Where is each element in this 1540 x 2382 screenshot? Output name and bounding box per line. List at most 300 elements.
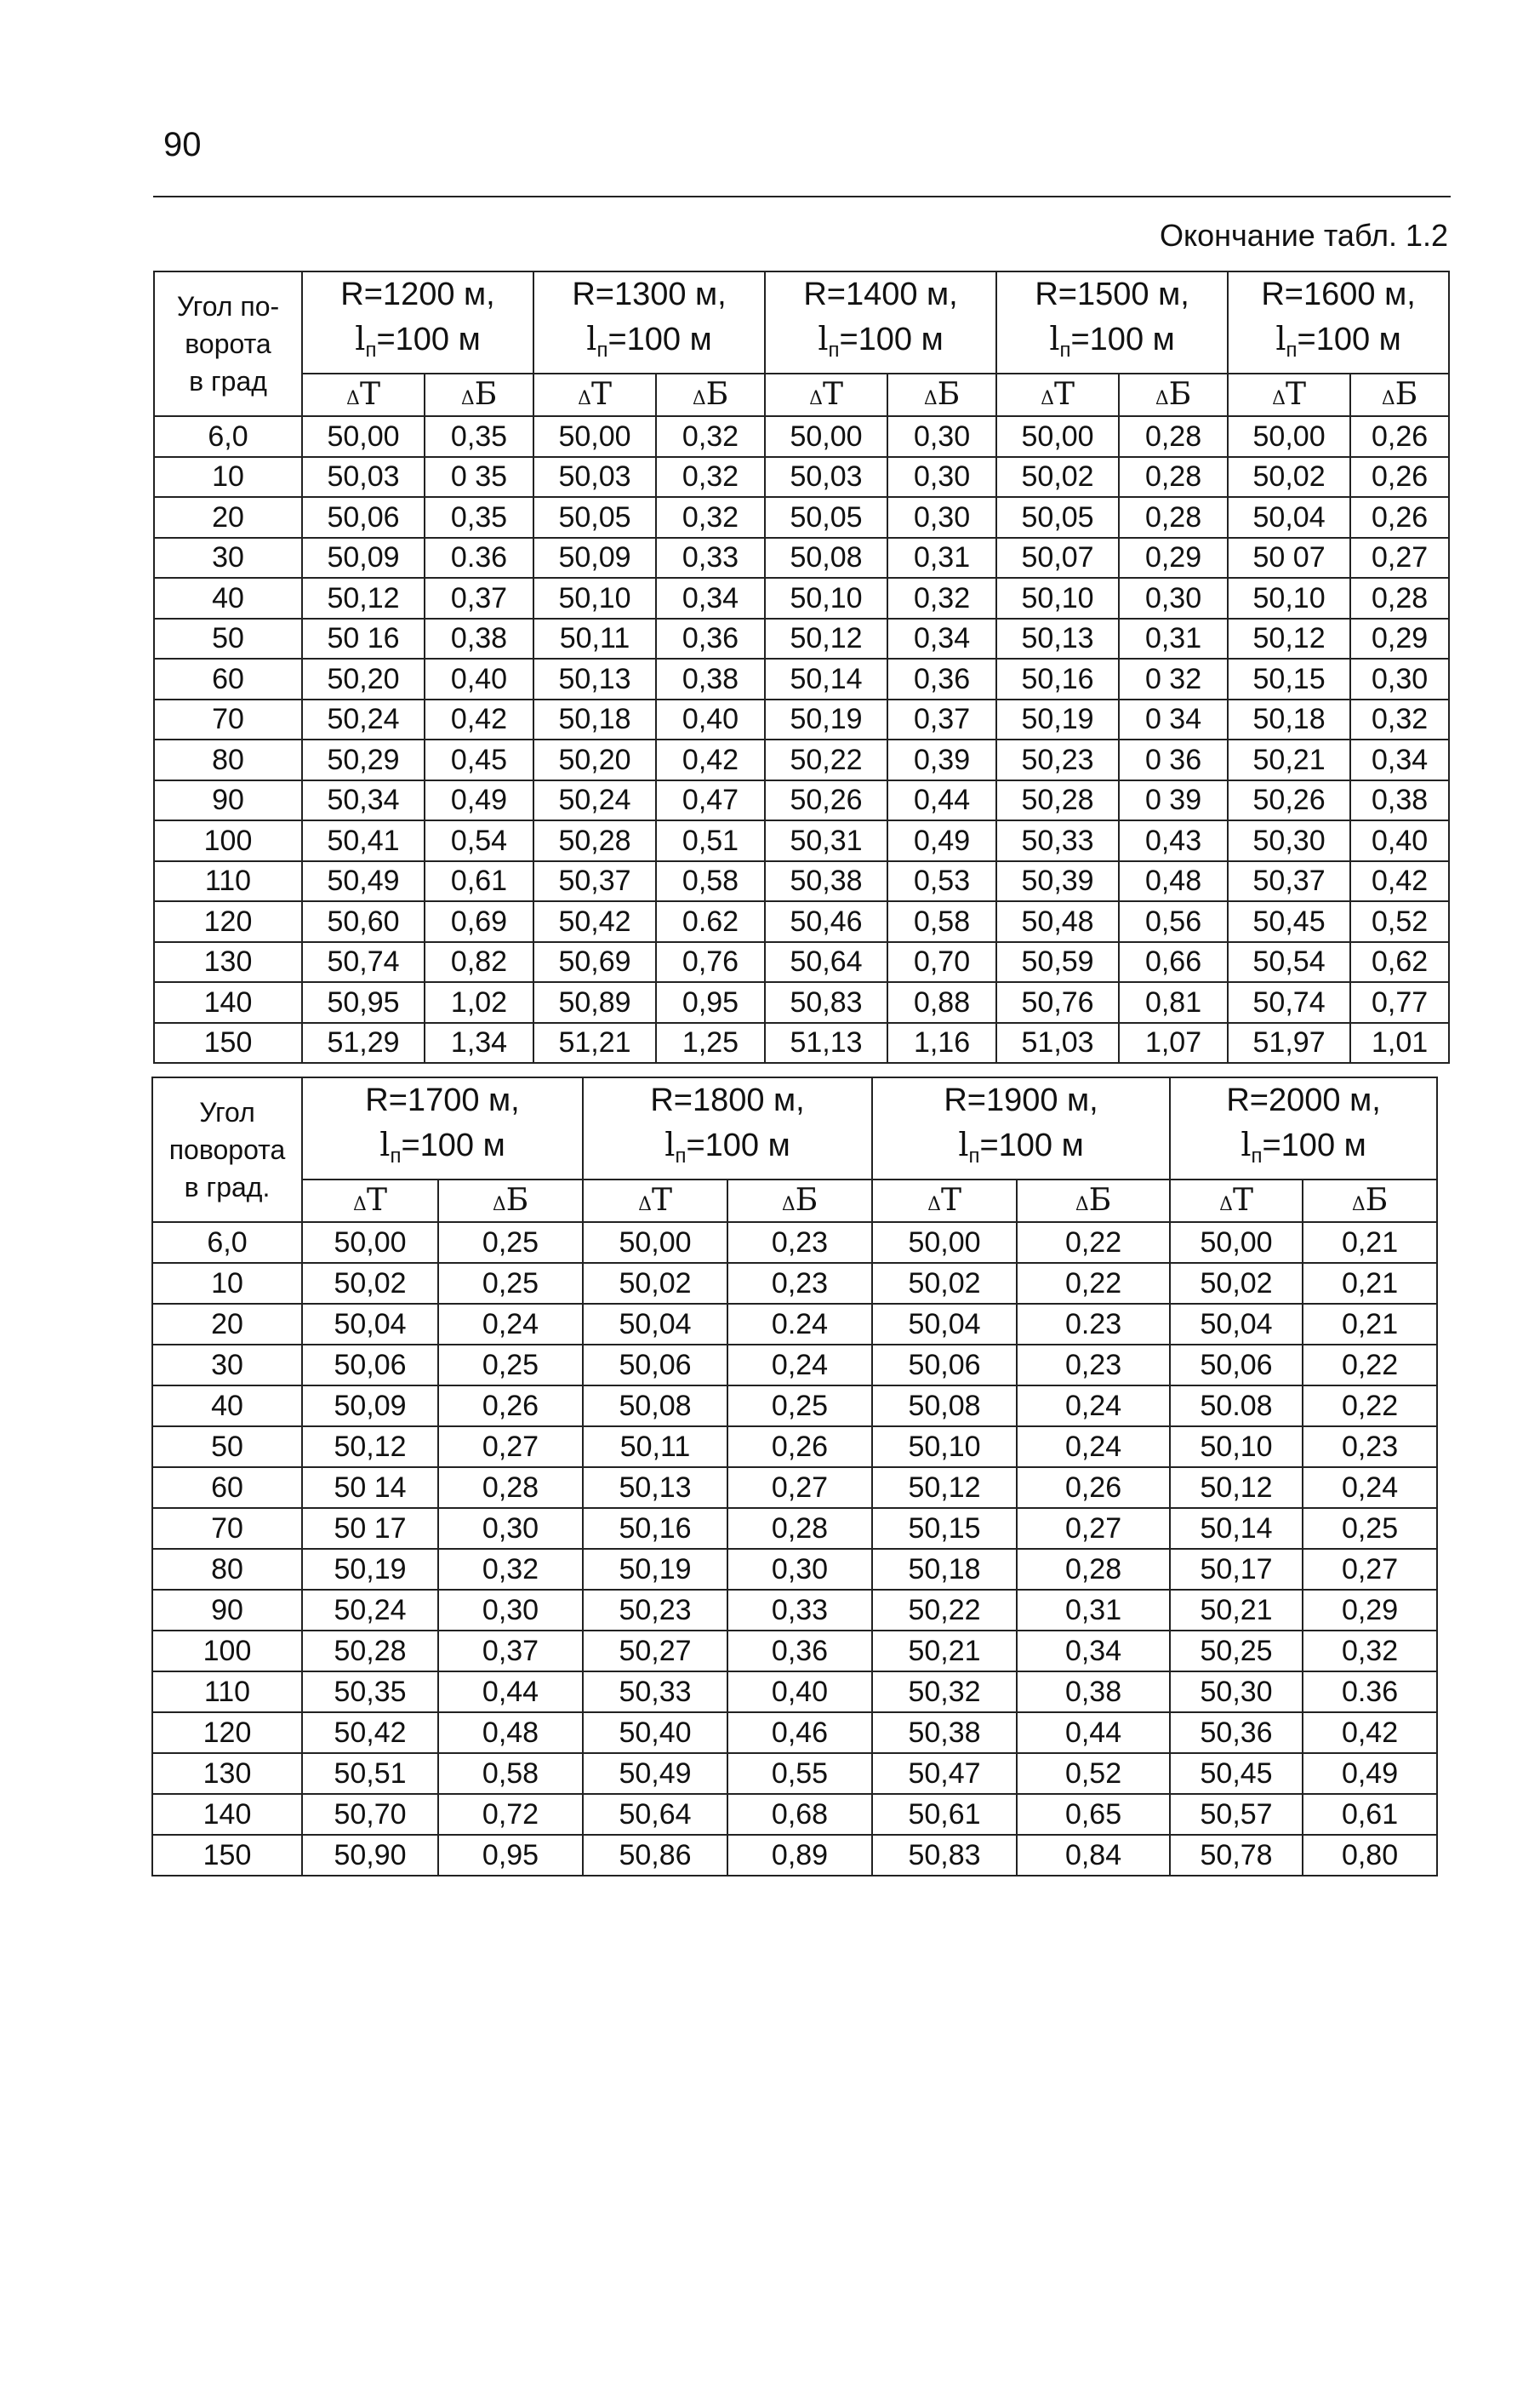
delta-b-cell: 0,69 xyxy=(425,901,533,942)
delta-b-header: ΔБ xyxy=(887,374,996,416)
delta-b-cell: 0.36 xyxy=(1303,1671,1437,1712)
table-row xyxy=(152,1549,1437,1590)
delta-b-cell: 0,51 xyxy=(656,820,765,861)
angle-cell: 40 xyxy=(152,1385,302,1426)
delta-b-cell: 0.23 xyxy=(1017,1304,1170,1345)
delta-b-cell: 0,88 xyxy=(887,982,996,1023)
delta-t-cell: 50,10 xyxy=(1228,578,1350,619)
delta-b-header: ΔБ xyxy=(1017,1180,1170,1222)
delta-t-cell: 50,02 xyxy=(302,1263,438,1304)
delta-b-cell: 0,52 xyxy=(1350,901,1449,942)
delta-b-cell: 0,49 xyxy=(1303,1753,1437,1794)
delta-t-cell: 50.08 xyxy=(1170,1385,1303,1426)
delta-t-cell: 50,17 xyxy=(1170,1549,1303,1590)
delta-t-cell: 50,00 xyxy=(765,416,887,457)
radius-header xyxy=(583,1077,872,1180)
angle-header-line: в град. xyxy=(184,1172,271,1202)
angle-cell: 120 xyxy=(152,1712,302,1753)
radius-value: R=1200 м, xyxy=(340,277,495,312)
table-row xyxy=(154,700,1449,740)
table-caption: Окончание табл. 1.2 xyxy=(1159,218,1448,253)
delta-t-cell: 50,16 xyxy=(583,1508,727,1549)
delta-t-cell: 50,11 xyxy=(583,1426,727,1467)
delta-b-cell: 0,23 xyxy=(727,1222,872,1263)
delta-t-cell: 50,74 xyxy=(1228,982,1350,1023)
delta-b-cell: 0,56 xyxy=(1119,901,1228,942)
transition-length: $l_п=100$ м xyxy=(1049,320,1175,362)
delta-t-cell: 50,19 xyxy=(302,1549,438,1590)
delta-t-cell: 50,18 xyxy=(1228,700,1350,740)
delta-b-cell: 0 39 xyxy=(1119,780,1228,821)
delta-t-cell: 50,20 xyxy=(533,740,656,780)
delta-b-cell: 0,22 xyxy=(1303,1385,1437,1426)
delta-b-cell: 0,29 xyxy=(1119,538,1228,579)
table-row xyxy=(154,942,1449,983)
delta-t-cell: 50,60 xyxy=(302,901,425,942)
transition-length: $l_п=100$ м xyxy=(664,1126,790,1168)
delta-b-cell: 0,48 xyxy=(1119,861,1228,902)
delta-t-cell: 51,97 xyxy=(1228,1023,1350,1064)
delta-b-cell: 0,39 xyxy=(887,740,996,780)
delta-b-cell: 0,32 xyxy=(438,1549,583,1590)
delta-b-cell: 0,29 xyxy=(1303,1590,1437,1631)
delta-b-cell: 0,61 xyxy=(425,861,533,902)
radius-header xyxy=(1170,1077,1437,1180)
delta-b-cell: 0,81 xyxy=(1119,982,1228,1023)
delta-b-cell: 0,23 xyxy=(1303,1426,1437,1467)
table-row xyxy=(154,982,1449,1023)
delta-t-cell: 50,37 xyxy=(533,861,656,902)
delta-t-header: ΔT xyxy=(765,374,887,416)
delta-t-cell: 50,23 xyxy=(583,1590,727,1631)
delta-t-cell: 50,10 xyxy=(996,578,1119,619)
delta-t-cell: 50,21 xyxy=(1228,740,1350,780)
delta-b-cell: 0,40 xyxy=(656,700,765,740)
angle-header xyxy=(154,271,302,416)
delta-t-cell: 50,00 xyxy=(583,1222,727,1263)
delta-b-cell: 0,28 xyxy=(438,1467,583,1508)
delta-b-cell: 0,22 xyxy=(1017,1263,1170,1304)
radius-value: R=1300 м, xyxy=(572,277,727,312)
angle-cell: 50 xyxy=(154,619,302,660)
table-row xyxy=(152,1835,1437,1876)
delta-t-cell: 50,13 xyxy=(996,619,1119,660)
delta-t-cell: 50,11 xyxy=(533,619,656,660)
delta-t-cell: 50,12 xyxy=(1228,619,1350,660)
delta-t-cell: 50,06 xyxy=(872,1345,1017,1385)
delta-t-cell: 50,04 xyxy=(583,1304,727,1345)
delta-b-cell: 0,40 xyxy=(727,1671,872,1712)
angle-cell: 40 xyxy=(154,578,302,619)
delta-t-cell: 50,61 xyxy=(872,1794,1017,1835)
angle-cell: 60 xyxy=(152,1467,302,1508)
delta-b-cell: 0,30 xyxy=(887,416,996,457)
delta-t-cell: 50,20 xyxy=(302,659,425,700)
delta-t-cell: 50,21 xyxy=(872,1631,1017,1671)
delta-t-cell: 50,08 xyxy=(583,1385,727,1426)
transition-length: $l_п=100$ м xyxy=(1241,1126,1366,1168)
delta-t-cell: 50,04 xyxy=(872,1304,1017,1345)
delta-t-cell: 50,32 xyxy=(872,1671,1017,1712)
delta-t-cell: 50,24 xyxy=(302,700,425,740)
delta-t-cell: 50 14 xyxy=(302,1467,438,1508)
angle-header-line: ворота xyxy=(185,328,271,359)
delta-b-cell: 0,65 xyxy=(1017,1794,1170,1835)
table-row xyxy=(154,497,1449,538)
delta-t-cell: 50,09 xyxy=(302,538,425,579)
delta-t-cell: 50,54 xyxy=(1228,942,1350,983)
delta-t-cell: 50,59 xyxy=(996,942,1119,983)
delta-t-cell: 50,12 xyxy=(302,578,425,619)
delta-b-cell: 0,70 xyxy=(887,942,996,983)
delta-t-cell: 50,74 xyxy=(302,942,425,983)
delta-t-cell: 50,03 xyxy=(765,457,887,498)
header-rule xyxy=(153,196,1451,197)
delta-t-cell: 50,23 xyxy=(996,740,1119,780)
delta-b-cell: 0,42 xyxy=(425,700,533,740)
delta-t-cell: 50,36 xyxy=(1170,1712,1303,1753)
delta-t-cell: 51,21 xyxy=(533,1023,656,1064)
delta-t-cell: 50,12 xyxy=(302,1426,438,1467)
delta-b-cell: 0,28 xyxy=(727,1508,872,1549)
delta-b-header: ΔБ xyxy=(1303,1180,1437,1222)
delta-b-cell: 0,27 xyxy=(1017,1508,1170,1549)
angle-cell: 110 xyxy=(152,1671,302,1712)
delta-b-cell: 0,44 xyxy=(1017,1712,1170,1753)
delta-b-cell: 0,30 xyxy=(887,497,996,538)
delta-b-cell: 0,33 xyxy=(656,538,765,579)
delta-t-cell: 50,46 xyxy=(765,901,887,942)
delta-t-cell: 50,12 xyxy=(1170,1467,1303,1508)
transition-length: $l_п=100$ м xyxy=(958,1126,1084,1168)
table-row xyxy=(154,538,1449,579)
delta-b-cell: 0,62 xyxy=(1350,942,1449,983)
delta-b-cell: 0,38 xyxy=(1017,1671,1170,1712)
delta-t-cell: 50,09 xyxy=(302,1385,438,1426)
delta-t-cell: 50,07 xyxy=(996,538,1119,579)
transition-length: $l_п=100$ м xyxy=(586,320,712,362)
delta-b-cell: 0 36 xyxy=(1119,740,1228,780)
delta-b-cell: 0,46 xyxy=(727,1712,872,1753)
delta-t-cell: 50,86 xyxy=(583,1835,727,1876)
delta-b-cell: 0 35 xyxy=(425,457,533,498)
delta-b-cell: 0,28 xyxy=(1119,497,1228,538)
table-row xyxy=(154,416,1449,457)
delta-t-cell: 50,02 xyxy=(1228,457,1350,498)
delta-t-cell: 50,89 xyxy=(533,982,656,1023)
delta-b-cell: 0,25 xyxy=(438,1263,583,1304)
delta-t-cell: 50,05 xyxy=(996,497,1119,538)
delta-t-cell: 51,13 xyxy=(765,1023,887,1064)
delta-t-cell: 50,18 xyxy=(533,700,656,740)
delta-t-cell: 50,15 xyxy=(872,1508,1017,1549)
angle-cell: 90 xyxy=(152,1590,302,1631)
angle-cell: 10 xyxy=(152,1263,302,1304)
delta-t-header: ΔT xyxy=(533,374,656,416)
delta-t-cell: 50,22 xyxy=(872,1590,1017,1631)
delta-b-cell: 0,33 xyxy=(727,1590,872,1631)
delta-b-cell: 0,26 xyxy=(438,1385,583,1426)
delta-t-cell: 50,40 xyxy=(583,1712,727,1753)
table-2-body xyxy=(152,1222,1437,1876)
delta-t-cell: 50,00 xyxy=(302,416,425,457)
delta-b-cell: 1,25 xyxy=(656,1023,765,1064)
angle-header-line: Угол по- xyxy=(176,291,280,322)
delta-b-cell: 0,22 xyxy=(1303,1345,1437,1385)
angle-cell: 140 xyxy=(152,1794,302,1835)
delta-t-cell: 50,02 xyxy=(996,457,1119,498)
delta-b-cell: 0,36 xyxy=(656,619,765,660)
delta-b-cell: 0,27 xyxy=(1303,1549,1437,1590)
delta-t-cell: 50,24 xyxy=(533,780,656,821)
table-row xyxy=(152,1753,1437,1794)
table-row xyxy=(154,861,1449,902)
angle-cell: 6,0 xyxy=(154,416,302,457)
angle-cell: 60 xyxy=(154,659,302,700)
radius-header xyxy=(533,271,765,374)
delta-b-cell: 0,25 xyxy=(727,1385,872,1426)
radius-header xyxy=(302,271,533,374)
delta-t-cell: 50,76 xyxy=(996,982,1119,1023)
delta-b-cell: 0,26 xyxy=(727,1426,872,1467)
delta-t-cell: 50,47 xyxy=(872,1753,1017,1794)
delta-t-cell: 51,29 xyxy=(302,1023,425,1064)
delta-b-cell: 0,24 xyxy=(1017,1385,1170,1426)
delta-b-cell: 0,61 xyxy=(1303,1794,1437,1835)
delta-b-cell: 0,58 xyxy=(656,861,765,902)
delta-t-cell: 50,06 xyxy=(302,1345,438,1385)
delta-t-header: ΔT xyxy=(996,374,1119,416)
delta-b-header: ΔБ xyxy=(1119,374,1228,416)
delta-b-cell: 0,25 xyxy=(1303,1508,1437,1549)
delta-b-cell: 0,40 xyxy=(425,659,533,700)
delta-t-cell: 50,42 xyxy=(302,1712,438,1753)
delta-b-cell: 0,34 xyxy=(887,619,996,660)
delta-b-cell: 0,48 xyxy=(438,1712,583,1753)
table-row xyxy=(152,1590,1437,1631)
delta-t-cell: 50,00 xyxy=(872,1222,1017,1263)
delta-t-cell: 50,95 xyxy=(302,982,425,1023)
delta-t-cell: 50,51 xyxy=(302,1753,438,1794)
delta-t-cell: 50,06 xyxy=(583,1345,727,1385)
delta-t-cell: 50,14 xyxy=(1170,1508,1303,1549)
delta-t-cell: 50,13 xyxy=(583,1467,727,1508)
delta-b-cell: 0,34 xyxy=(1350,740,1449,780)
delta-t-cell: 50,41 xyxy=(302,820,425,861)
angle-cell: 30 xyxy=(152,1345,302,1385)
delta-t-cell: 50,57 xyxy=(1170,1794,1303,1835)
table-1-header xyxy=(154,271,1449,416)
delta-b-cell: 0,49 xyxy=(887,820,996,861)
delta-b-cell: 0,44 xyxy=(887,780,996,821)
angle-cell: 140 xyxy=(154,982,302,1023)
delta-t-header: ΔT xyxy=(1228,374,1350,416)
delta-t-cell: 50,21 xyxy=(1170,1590,1303,1631)
delta-b-cell: 0,36 xyxy=(887,659,996,700)
radius-header xyxy=(1228,271,1449,374)
delta-b-cell: 0.36 xyxy=(425,538,533,579)
delta-b-cell: 0,31 xyxy=(1017,1590,1170,1631)
delta-t-cell: 50,49 xyxy=(302,861,425,902)
delta-b-cell: 0,95 xyxy=(656,982,765,1023)
delta-b-cell: 0,58 xyxy=(887,901,996,942)
delta-t-cell: 50,64 xyxy=(765,942,887,983)
delta-b-cell: 0,27 xyxy=(1350,538,1449,579)
delta-b-cell: 0,49 xyxy=(425,780,533,821)
delta-b-header: ΔБ xyxy=(425,374,533,416)
delta-b-cell: 0,29 xyxy=(1350,619,1449,660)
table-row xyxy=(152,1426,1437,1467)
delta-b-header: ΔБ xyxy=(656,374,765,416)
delta-b-cell: 0,38 xyxy=(656,659,765,700)
delta-t-cell: 50,03 xyxy=(302,457,425,498)
transition-length: $l_п=100$ м xyxy=(379,1126,505,1168)
delta-b-cell: 0,26 xyxy=(1017,1467,1170,1508)
radius-value: R=2000 м, xyxy=(1226,1082,1381,1118)
delta-b-cell: 0,68 xyxy=(727,1794,872,1835)
radius-header xyxy=(765,271,996,374)
delta-b-cell: 0,76 xyxy=(656,942,765,983)
delta-b-cell: 0,28 xyxy=(1119,416,1228,457)
delta-b-cell: 0,34 xyxy=(656,578,765,619)
angle-header-line: в град xyxy=(189,366,267,397)
delta-t-cell: 50,48 xyxy=(996,901,1119,942)
delta-t-cell: 50,18 xyxy=(872,1549,1017,1590)
delta-b-cell: 0,24 xyxy=(1017,1426,1170,1467)
transition-length: $l_п=100$ м xyxy=(355,320,481,362)
delta-t-cell: 50,28 xyxy=(533,820,656,861)
delta-b-cell: 0,42 xyxy=(656,740,765,780)
delta-b-cell: 0,52 xyxy=(1017,1753,1170,1794)
delta-t-cell: 50,02 xyxy=(872,1263,1017,1304)
radius-value: R=1600 м, xyxy=(1261,277,1416,312)
delta-t-cell: 50,34 xyxy=(302,780,425,821)
table-row xyxy=(152,1304,1437,1345)
table-row xyxy=(154,820,1449,861)
angle-header-line: поворота xyxy=(168,1134,286,1165)
delta-t-cell: 50 16 xyxy=(302,619,425,660)
delta-t-cell: 50,19 xyxy=(583,1549,727,1590)
delta-b-cell: 0,28 xyxy=(1017,1549,1170,1590)
delta-t-cell: 50,39 xyxy=(996,861,1119,902)
angle-cell: 50 xyxy=(152,1426,302,1467)
radius-value: R=1500 м, xyxy=(1035,277,1189,312)
delta-b-cell: 0,28 xyxy=(1350,578,1449,619)
delta-t-cell: 50,00 xyxy=(996,416,1119,457)
table-2-header xyxy=(152,1077,1437,1222)
angle-cell: 120 xyxy=(154,901,302,942)
delta-b-header: ΔБ xyxy=(438,1180,583,1222)
delta-b-cell: 0,47 xyxy=(656,780,765,821)
radius-value: R=1900 м, xyxy=(944,1082,1098,1118)
delta-b-cell: 0,55 xyxy=(727,1753,872,1794)
delta-t-cell: 50,10 xyxy=(872,1426,1017,1467)
table-row xyxy=(152,1508,1437,1549)
delta-t-cell: 50,83 xyxy=(872,1835,1017,1876)
delta-b-cell: 0,27 xyxy=(727,1467,872,1508)
delta-b-cell: 0 32 xyxy=(1119,659,1228,700)
page-number: 90 xyxy=(163,126,202,163)
delta-t-cell: 50,04 xyxy=(302,1304,438,1345)
angle-cell: 90 xyxy=(154,780,302,821)
delta-b-cell: 0,30 xyxy=(727,1549,872,1590)
delta-b-cell: 0,37 xyxy=(438,1631,583,1671)
delta-b-cell: 0,21 xyxy=(1303,1222,1437,1263)
angle-cell: 130 xyxy=(154,942,302,983)
delta-b-cell: 0,26 xyxy=(1350,457,1449,498)
delta-t-cell: 50,05 xyxy=(765,497,887,538)
angle-cell: 70 xyxy=(152,1508,302,1549)
delta-t-cell: 50,45 xyxy=(1228,901,1350,942)
table-row xyxy=(154,740,1449,780)
delta-b-cell: 0,53 xyxy=(887,861,996,902)
table-row xyxy=(154,1023,1449,1064)
table-row xyxy=(152,1385,1437,1426)
transition-length: $l_п=100$ м xyxy=(1275,320,1401,362)
table-row xyxy=(152,1222,1437,1263)
delta-t-cell: 50,29 xyxy=(302,740,425,780)
delta-t-cell: 50,08 xyxy=(872,1385,1017,1426)
delta-b-cell: 0,27 xyxy=(438,1426,583,1467)
delta-t-cell: 50,00 xyxy=(1228,416,1350,457)
table-row xyxy=(154,659,1449,700)
delta-b-cell: 0,32 xyxy=(656,497,765,538)
delta-b-cell: 0,43 xyxy=(1119,820,1228,861)
radius-header xyxy=(872,1077,1170,1180)
delta-b-cell: 0,26 xyxy=(1350,416,1449,457)
angle-cell: 10 xyxy=(154,457,302,498)
delta-t-cell: 50,19 xyxy=(996,700,1119,740)
angle-cell: 70 xyxy=(154,700,302,740)
table-row xyxy=(152,1345,1437,1385)
delta-t-cell: 50 07 xyxy=(1228,538,1350,579)
angle-cell: 100 xyxy=(152,1631,302,1671)
delta-b-cell: 0,82 xyxy=(425,942,533,983)
delta-t-cell: 50,15 xyxy=(1228,659,1350,700)
delta-b-cell: 0,45 xyxy=(425,740,533,780)
delta-b-cell: 0,54 xyxy=(425,820,533,861)
table-row xyxy=(152,1712,1437,1753)
delta-t-cell: 50,42 xyxy=(533,901,656,942)
radius-header xyxy=(996,271,1228,374)
delta-b-cell: 0,28 xyxy=(1119,457,1228,498)
delta-t-cell: 50,02 xyxy=(583,1263,727,1304)
delta-b-cell: 0,21 xyxy=(1303,1263,1437,1304)
delta-t-cell: 50,38 xyxy=(872,1712,1017,1753)
delta-b-cell: 0,44 xyxy=(438,1671,583,1712)
delta-b-cell: 0,37 xyxy=(425,578,533,619)
delta-b-cell: 0,32 xyxy=(656,457,765,498)
table-row xyxy=(154,901,1449,942)
delta-t-cell: 50,03 xyxy=(533,457,656,498)
delta-t-cell: 51,03 xyxy=(996,1023,1119,1064)
angle-cell: 100 xyxy=(154,820,302,861)
table-row xyxy=(152,1794,1437,1835)
table-row xyxy=(152,1671,1437,1712)
delta-b-cell: 0,25 xyxy=(438,1345,583,1385)
delta-b-cell: 0,30 xyxy=(1350,659,1449,700)
delta-t-cell: 50,37 xyxy=(1228,861,1350,902)
delta-t-cell: 50,10 xyxy=(533,578,656,619)
angle-cell: 130 xyxy=(152,1753,302,1794)
delta-t-cell: 50,30 xyxy=(1228,820,1350,861)
delta-b-cell: 0,42 xyxy=(1303,1712,1437,1753)
delta-t-cell: 50,19 xyxy=(765,700,887,740)
delta-b-cell: 0,58 xyxy=(438,1753,583,1794)
angle-cell: 20 xyxy=(152,1304,302,1345)
radius-value: R=1800 м, xyxy=(650,1082,805,1118)
delta-b-cell: 1,07 xyxy=(1119,1023,1228,1064)
